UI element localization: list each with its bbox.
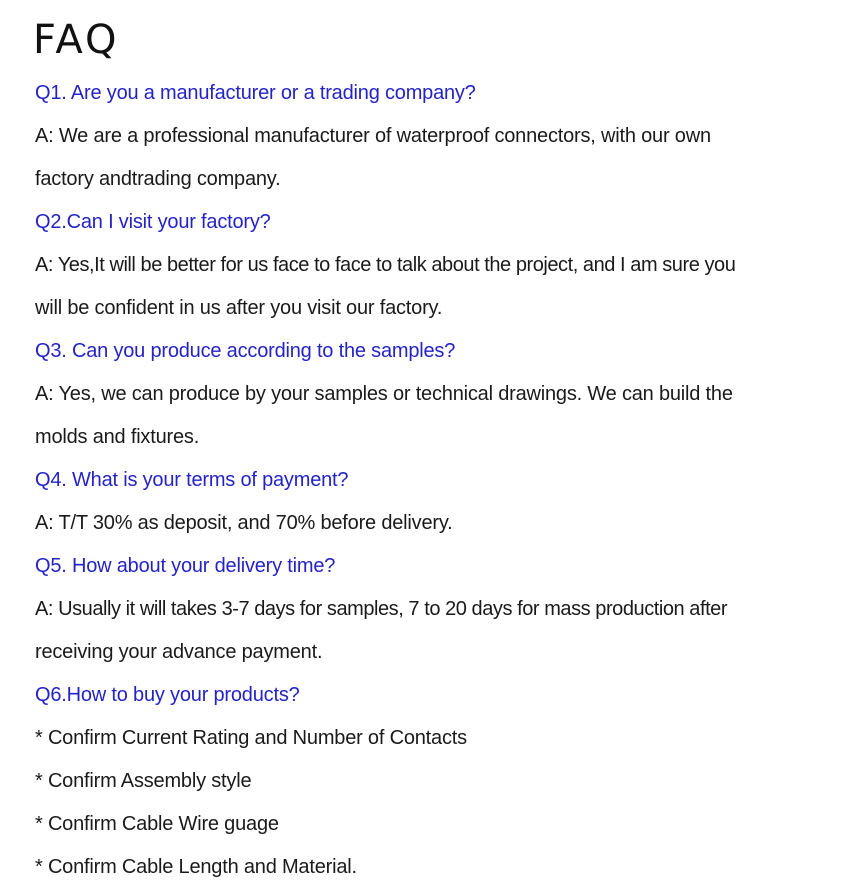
faq-step-item: * Confirm Assembly style (35, 770, 252, 792)
faq-answer-5-line-1: A: Usually it will takes 3-7 days for samples, 7 to 20 days for mass production after (35, 598, 728, 620)
faq-answer-3-line-2: molds and fixtures. (35, 426, 200, 448)
faq-question-6: Q6.How to buy your products? (35, 684, 300, 706)
faq-answer-3-line-1: A: Yes, we can produce by your samples or technical drawings. We can build the (35, 383, 733, 405)
faq-question-3: Q3. Can you produce according to the samples? (35, 340, 456, 362)
faq-question-5: Q5. How about your delivery time? (35, 555, 336, 577)
faq-answer-4-line-1: A: T/T 30% as deposit, and 70% before delivery. (35, 512, 453, 534)
page-title: FAQ (33, 17, 120, 63)
faq-answer-1-line-2: factory andtrading company. (35, 168, 281, 190)
faq-step-item: * Confirm Current Rating and Number of Contacts (35, 727, 467, 749)
faq-answer-2-line-2: will be confident in us after you visit our factory. (35, 297, 443, 319)
faq-answer-2-line-1: A: Yes,It will be better for us face to face to talk about the project, and I am sure you (35, 254, 736, 276)
faq-question-1: Q1. Are you a manufacturer or a trading company? (35, 82, 476, 104)
faq-question-2: Q2.Can I visit your factory? (35, 211, 271, 233)
faq-answer-5-line-2: receiving your advance payment. (35, 641, 323, 663)
faq-answer-1-line-1: A: We are a professional manufacturer of waterproof connectors, with our own (35, 125, 711, 147)
faq-step-item: * Confirm Cable Wire guage (35, 813, 279, 835)
faq-question-4: Q4. What is your terms of payment? (35, 469, 349, 491)
faq-step-item: * Confirm Cable Length and Material. (35, 856, 357, 878)
